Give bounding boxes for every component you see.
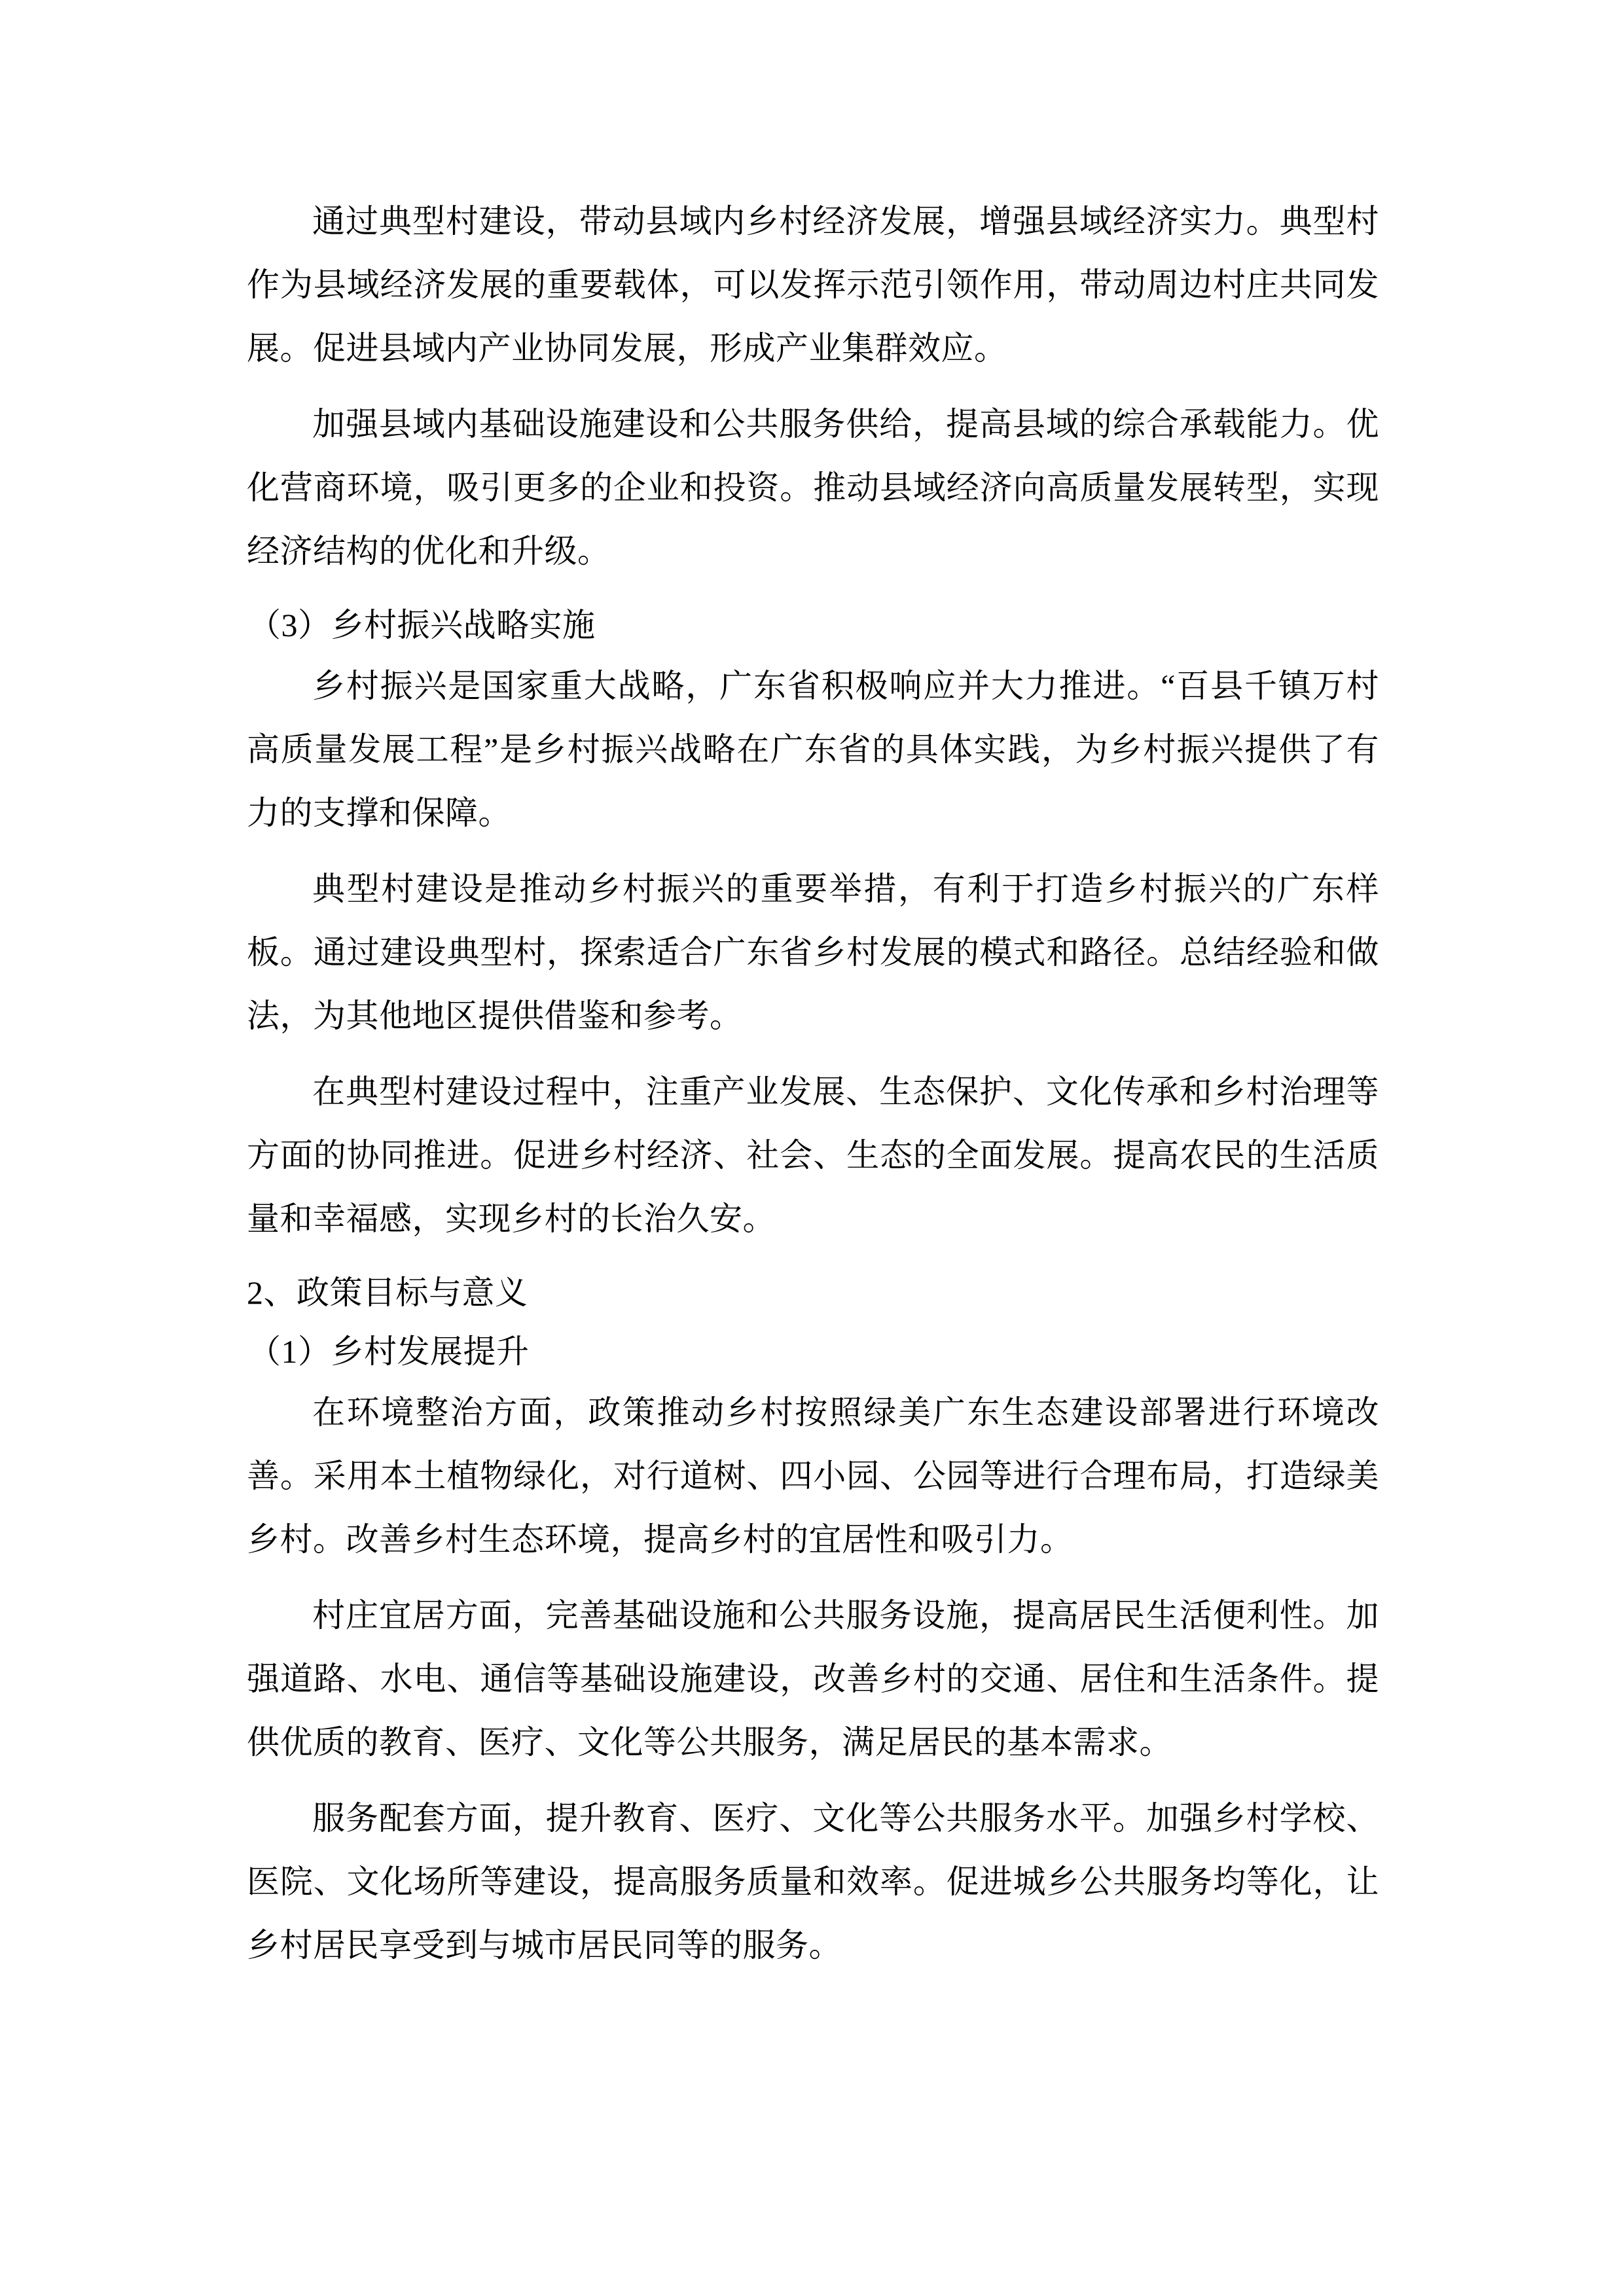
subheading-rural-development: （1）乡村发展提升 bbox=[248, 1333, 530, 1370]
paragraph-infrastructure: 加强县域内基础设施建设和公共服务供给，提高县域的综合承载能力。优化营商环境，吸引更多的企业和投资。推动县域经济向高质量发展转型，实现经济结构的优化和升级。 bbox=[247, 406, 1379, 569]
paragraph-coordinated-development: 在典型村建设过程中，注重产业发展、生态保护、文化传承和乡村治理等方面的协同推进。促进乡村经济、社会、生态的全面发展。提高农民的生活质量和幸福感，实现乡村的长治久安。 bbox=[247, 1073, 1379, 1237]
subheading-rural-revitalization: （3）乡村振兴战略实施 bbox=[248, 607, 596, 643]
section-heading-policy-goals: 2、政策目标与意义 bbox=[247, 1274, 528, 1311]
document-page bbox=[247, 190, 1379, 1990]
paragraph-public-services: 服务配套方面，提升教育、医疗、文化等公共服务水平。加强乡村学校、医院、文化场所等建设，提高服务质量和效率。促进城乡公共服务均等化，让乡村居民享受到与城市居民同等的服务。 bbox=[247, 1800, 1379, 1964]
paragraph-national-strategy: 乡村振兴是国家重大战略，广东省积极响应并大力推进。“百县千镇万村高质量发展工程”是乡村振兴战略在广东省的具体实践，为乡村振兴提供了有力的支撑和保障。 bbox=[247, 668, 1379, 831]
paragraph-county-economy: 通过典型村建设，带动县域内乡村经济发展，增强县域经济实力。典型村作为县域经济发展的重要载体，可以发挥示范引领作用，带动周边村庄共同发展。促进县域内产业协同发展，形成产业集群效应。 bbox=[247, 203, 1379, 367]
paragraph-livability: 村庄宜居方面，完善基础设施和公共服务设施，提高居民生活便利性。加强道路、水电、通信等基础设施建设，改善乡村的交通、居住和生活条件。提供优质的教育、医疗、文化等公共服务，满足居民的基本需求。 bbox=[247, 1597, 1379, 1761]
paragraph-environment: 在环境整治方面，政策推动乡村按照绿美广东生态建设部署进行环境改善。采用本土植物绿化，对行道树、四小园、公园等进行合理布局，打造绿美乡村。改善乡村生态环境，提高乡村的宜居性和吸引力。 bbox=[247, 1394, 1379, 1558]
paragraph-typical-village-model: 典型村建设是推动乡村振兴的重要举措，有利于打造乡村振兴的广东样板。通过建设典型村，探索适合广东省乡村发展的模式和路径。总结经验和做法，为其他地区提供借鉴和参考。 bbox=[247, 870, 1379, 1034]
